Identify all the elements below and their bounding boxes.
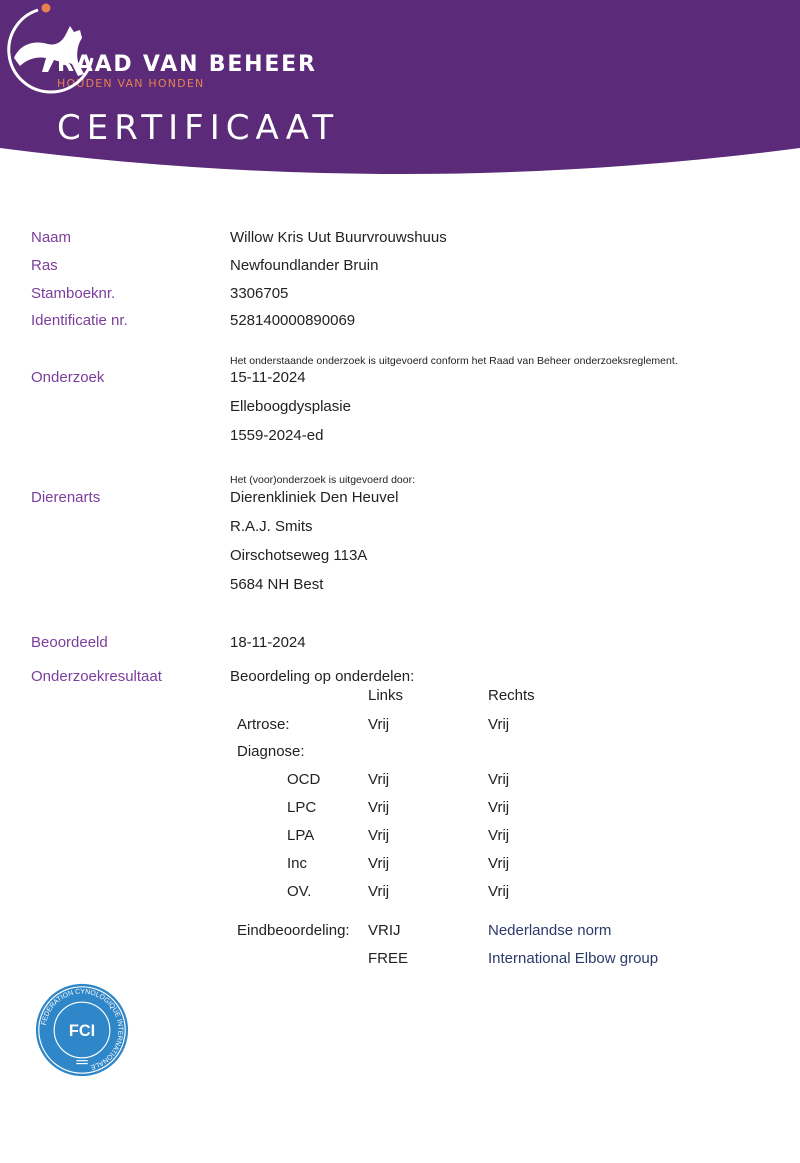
identificatie-label: Identificatie nr. [31, 312, 128, 329]
dierenarts-note: Het (voor)onderzoek is uitgevoerd door: [230, 474, 416, 486]
identificatie-value: 528140000890069 [230, 312, 356, 329]
beoordeeld-date: 18-11-2024 [230, 634, 306, 651]
stamboek-label: Stamboeknr. [31, 285, 116, 302]
eindbeoordeling-nl: VRIJ [368, 922, 401, 939]
diagnose-item-left: Vrij [368, 883, 390, 900]
fci-initials: FCI [68, 1021, 96, 1040]
header-banner [0, 0, 800, 180]
diagnose-item-right: Vrij [488, 855, 510, 872]
dierenarts-street: Oirschotseweg 113A [230, 547, 368, 564]
org-tagline: HOUDEN VAN HONDEN [57, 77, 205, 90]
artrose-right: Vrij [488, 716, 510, 733]
org-name: RAAD VAN BEHEER [57, 52, 317, 77]
document-title: CERTIFICAAT [57, 108, 340, 148]
eindbeoordeling-int: FREE [368, 950, 409, 967]
dierenarts-label: Dierenarts [31, 489, 101, 506]
ras-label: Ras [31, 257, 58, 274]
diagnose-item-label: OV. [287, 883, 312, 900]
norm-int: International Elbow group [488, 950, 659, 967]
diagnose-item-right: Vrij [488, 827, 510, 844]
diagnose-item-label: OCD [287, 771, 321, 788]
onderzoek-label: Onderzoek [31, 369, 105, 386]
naam-label: Naam [31, 229, 72, 246]
onderzoek-date: 15-11-2024 [230, 369, 306, 386]
diagnose-item-right: Vrij [488, 883, 510, 900]
certificate-header [0, 0, 800, 180]
onderzoek-code: 1559-2024-ed [230, 427, 324, 444]
diagnose-item-left: Vrij [368, 771, 390, 788]
diagnose-item-left: Vrij [368, 855, 390, 872]
dierenarts-city: 5684 NH Best [230, 576, 324, 593]
diagnose-item-label: Inc [287, 855, 308, 872]
onderzoek-type: Elleboogdysplasie [230, 398, 351, 415]
diagnose-item-right: Vrij [488, 799, 510, 816]
fci-seal-icon [34, 982, 130, 1078]
dierenarts-clinic: Dierenkliniek Den Heuvel [230, 489, 399, 506]
onderzoek-note: Het onderstaande onderzoek is uitgevoerd conform het Raad van Beheer onderzoeksreglement. [230, 355, 678, 367]
column-header-links: Links [368, 687, 404, 704]
naam-value: Willow Kris Uut Buurvrouwshuus [230, 229, 447, 246]
beoordeeld-label: Beoordeeld [31, 634, 108, 651]
artrose-left: Vrij [368, 716, 390, 733]
ras-value: Newfoundlander Bruin [230, 257, 379, 274]
diagnose-item-left: Vrij [368, 799, 390, 816]
artrose-label: Artrose: [237, 716, 290, 733]
diagnose-item-right: Vrij [488, 771, 510, 788]
diagnose-item-left: Vrij [368, 827, 390, 844]
column-header-rechts: Rechts [488, 687, 535, 704]
diagnose-item-label: LPA [287, 827, 315, 844]
diagnose-label: Diagnose: [237, 743, 305, 760]
jumping-dog-logo-icon [0, 0, 100, 100]
fci-ring-textpath: FEDERATION CYNOLOGIQUE INTERNATIONALE [40, 988, 124, 1071]
dierenarts-name: R.A.J. Smits [230, 518, 313, 535]
norm-nl: Nederlandse norm [488, 922, 612, 939]
resultaat-intro: Beoordeling op onderdelen: [230, 668, 415, 685]
stamboek-value: 3306705 [230, 285, 289, 302]
diagnose-item-label: LPC [287, 799, 317, 816]
eindbeoordeling-label: Eindbeoordeling: [237, 922, 350, 939]
resultaat-label: Onderzoekresultaat [31, 668, 162, 685]
